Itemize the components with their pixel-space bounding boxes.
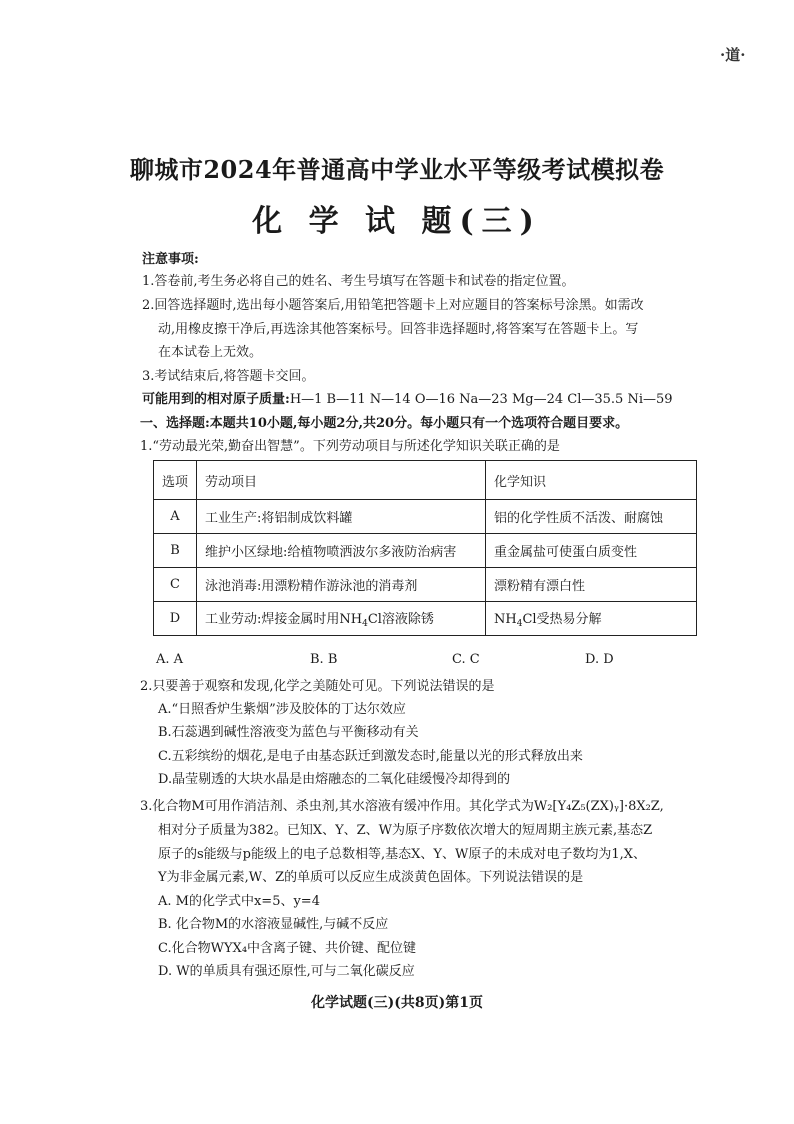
table-header: 化学知识	[486, 461, 697, 500]
labor-text: Cl溶液除锈	[367, 612, 434, 627]
question-1-table	[153, 460, 697, 636]
question-1-choice-c: C. C	[452, 652, 480, 667]
question-3-stem-text: 3.化合物M可用作消洁剂、杀虫剂,其水溶液有缓冲作用。其化学式为	[140, 799, 534, 814]
labor-cell: 维护小区绿地:给植物喷洒波尔多液防治病害	[197, 534, 486, 568]
question-3-stem	[140, 797, 664, 817]
table-header: 选项	[154, 461, 197, 500]
table-row	[154, 534, 697, 568]
question-2-option-a: A.“日照香炉生紫烟”涉及胶体的丁达尔效应	[158, 702, 406, 717]
question-3-option-a: A. M的化学式中x=5、y=4	[158, 894, 320, 909]
table-row	[154, 602, 697, 636]
labor-text: 工业劳动:焊接金属时用NH	[205, 612, 363, 627]
notice-line: 在本试卷上无效。	[158, 345, 263, 360]
labor-cell: 泳池消毒:用漂粉精作游泳池的消毒剂	[197, 568, 486, 602]
atomic-mass-values: H—1 B—11 N—14 O—16 Na—23 Mg—24 Cl—35.5 Ni—59	[289, 392, 673, 407]
atomic-mass-line	[142, 390, 673, 410]
chemical-formula: W₂[Y₄Z₅(ZX)ᵧ]·8X₂Z,	[533, 799, 664, 814]
knowledge-cell: 铝的化学性质不活泼、耐腐蚀	[486, 500, 697, 534]
labor-cell	[197, 602, 486, 636]
table-header-row	[154, 461, 697, 500]
option-cell: C	[154, 568, 197, 602]
notice-line: 3.考试结束后,将答题卡交回。	[142, 369, 315, 384]
exam-subtitle: 化 学 试 题(三)	[252, 204, 542, 239]
knowledge-cell: 重金属盐可使蛋白质变性	[486, 534, 697, 568]
knowledge-text: NH	[494, 612, 517, 627]
option-cell: B	[154, 534, 197, 568]
exam-title: 聊城市2024年普通高中学业水平等级考试模拟卷	[129, 155, 665, 184]
knowledge-cell	[486, 602, 697, 636]
question-2-stem: 2.只要善于观察和发现,化学之美随处可见。下列说法错误的是	[140, 679, 495, 694]
notice-line: 1.答卷前,考生务必将自己的姓名、考生号填写在答题卡和试卷的指定位置。	[142, 274, 575, 289]
question-1-choice-b: B. B	[310, 652, 338, 667]
page-footer: 化学试题(三)(共8页)第1页	[311, 995, 483, 1011]
section-heading: 一、选择题:本题共10小题,每小题2分,共20分。每小题只有一个选项符合题目要求。	[140, 416, 629, 431]
knowledge-text: Cl受热易分解	[522, 612, 602, 627]
subscript: 4	[362, 619, 368, 629]
question-3-option-c: C.化合物WYX₄中含离子键、共价键、配位键	[158, 941, 417, 956]
question-3-line: Y为非金属元素,W、Z的单质可以反应生成淡黄色固体。下列说法错误的是	[158, 870, 584, 885]
question-2-option-b: B.石蕊遇到碱性溶液变为蓝色与平衡移动有关	[158, 725, 419, 740]
question-3-line: 原子的s能级与p能级上的电子总数相等,基态X、Y、W原子的未成对电子数均为1,X、	[158, 847, 646, 862]
subscript: 4	[516, 619, 523, 629]
atomic-mass-label: 可能用到的相对原子质量:	[142, 392, 290, 407]
table-header: 劳动项目	[197, 461, 486, 500]
labor-cell: 工业生产:将铝制成饮料罐	[197, 500, 486, 534]
question-3-line: 相对分子质量为382。已知X、Y、Z、W为原子序数依次增大的短周期主族元素,基态Z	[158, 823, 653, 838]
option-cell: D	[154, 602, 197, 636]
notice-line: 动,用橡皮擦干净后,再选涂其他答案标号。回答非选择题时,将答案写在答题卡上。写	[158, 322, 639, 337]
notice-line: 2.回答选择题时,选出每小题答案后,用铅笔把答题卡上对应题目的答案标号涂黑。如需改	[142, 298, 644, 313]
question-3-option-d: D. W的单质具有强还原性,可与二氧化碳反应	[158, 964, 415, 979]
question-2-option-d: D.晶莹剔透的大块水晶是由熔融态的二氧化硅缓慢冷却得到的	[158, 772, 511, 787]
option-cell: A	[154, 500, 197, 534]
question-2-option-c: C.五彩缤纷的烟花,是电子由基态跃迁到激发态时,能量以光的形式释放出来	[158, 749, 583, 764]
question-1-choice-a: A. A	[156, 652, 184, 667]
question-1-choice-d: D. D	[585, 652, 614, 667]
question-1-stem: 1.“劳动最光荣,勤奋出智慧”。下列劳动项目与所述化学知识关联正确的是	[140, 439, 560, 454]
table-row	[154, 568, 697, 602]
knowledge-cell: 漂粉精有漂白性	[486, 568, 697, 602]
corner-mark: ·道·	[720, 46, 746, 64]
table-row	[154, 500, 697, 534]
notice-heading: 注意事项:	[142, 252, 199, 267]
question-3-option-b: B. 化合物M的水溶液显碱性,与碱不反应	[158, 917, 389, 932]
